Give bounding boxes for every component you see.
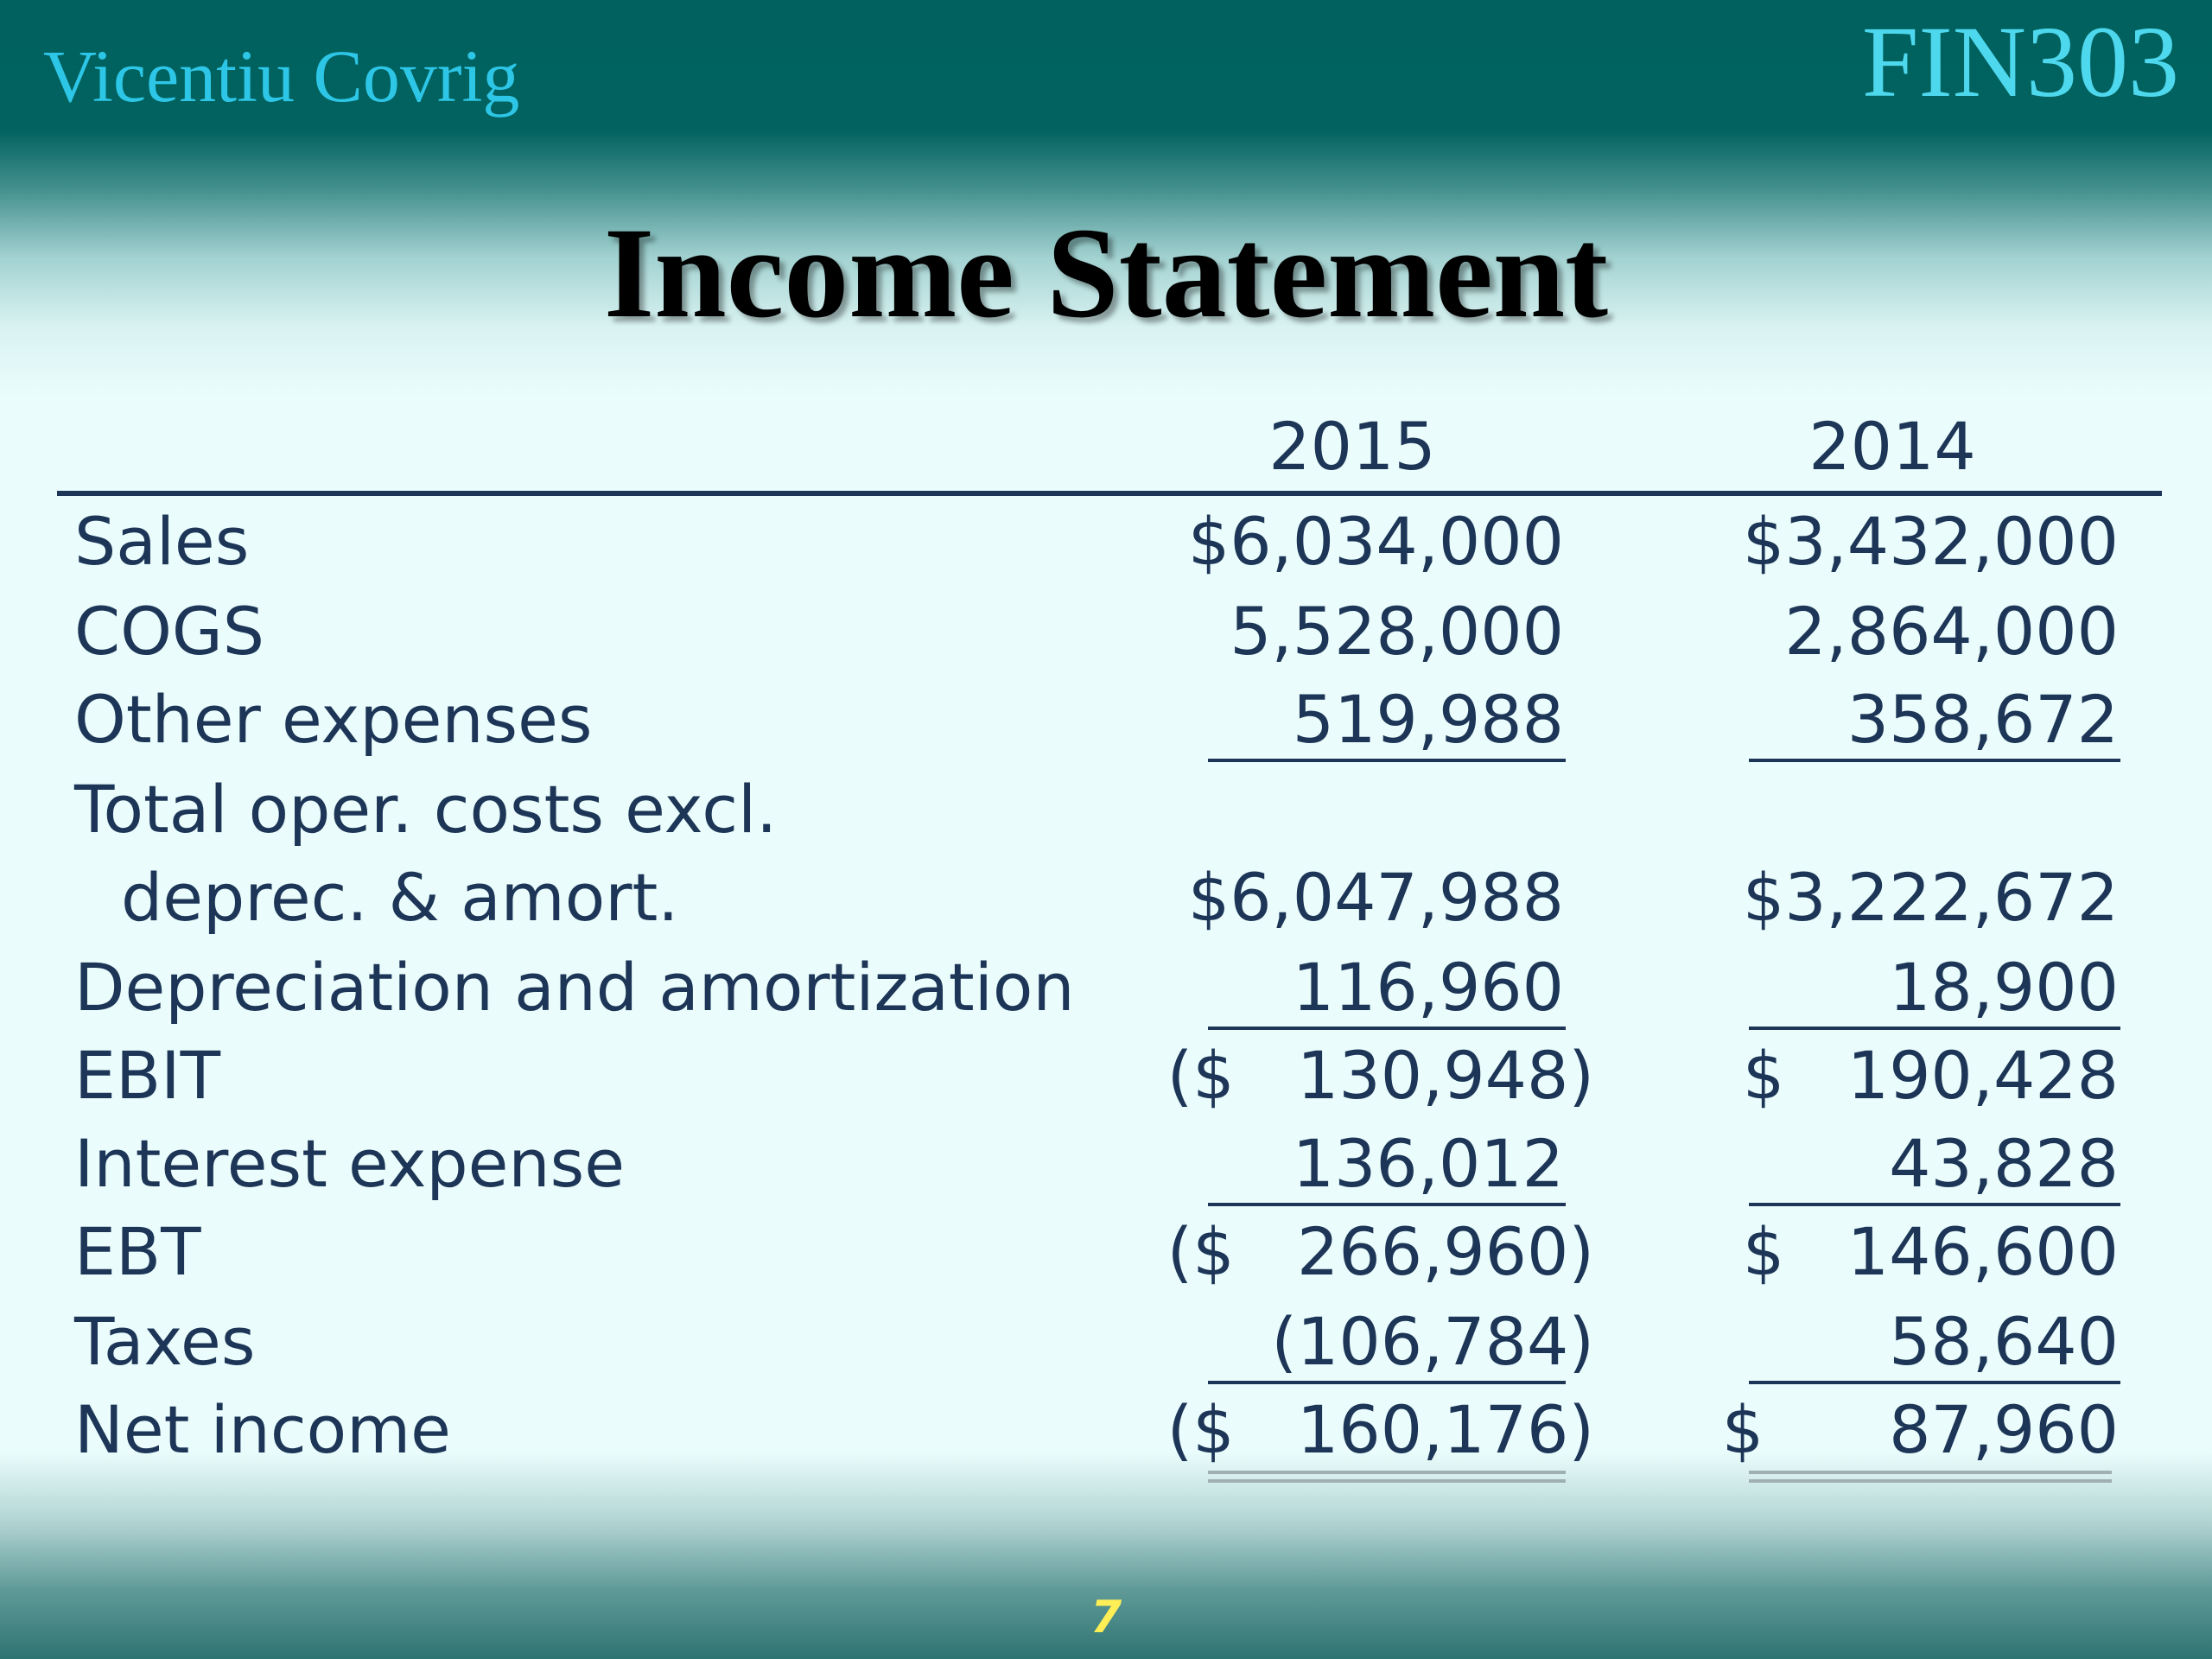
row-label-net-income: Net income [74,1391,451,1468]
value-depreciation-2014: 18,900 [1889,949,2119,1026]
value-cogs-2014: 2,864,000 [1784,593,2119,670]
interest-rule-2014 [1749,1203,2120,1206]
row-label-taxes: Taxes [74,1303,256,1380]
depreciation-rule-2014 [1749,1027,2120,1030]
taxes-rule-2014 [1749,1381,2120,1384]
value-taxes-2014: 58,640 [1889,1303,2119,1380]
row-label-other-expenses: Other expenses [74,681,593,758]
value-ebt-2014: $ 146,600 [1742,1213,2119,1290]
row-label-depreciation: Depreciation and amortization [74,949,1075,1026]
slide-title: Income Statement [603,201,1609,345]
header-rule [57,491,2162,496]
depreciation-rule-2015 [1208,1027,1566,1030]
author-name: Vicentiu Covrig [43,35,520,118]
net-income-double-rule-2015 [1208,1471,1566,1483]
value-sales-2014: $3,432,000 [1742,503,2119,580]
row-label-sales: Sales [74,503,250,580]
value-other-expenses-2015: 519,988 [1292,681,1564,758]
row-label-interest-expense: Interest expense [74,1125,625,1202]
value-interest-expense-2014: 43,828 [1889,1125,2119,1202]
value-ebit-2015: ($ 130,948) [1166,1037,1594,1114]
row-label-total-oper-costs: Total oper. costs excl. [74,771,778,848]
column-header-2015: 2015 [1268,408,1436,485]
row-label-cogs: COGS [74,593,265,670]
page-number: 7 [1090,1592,1122,1643]
value-sales-2015: $6,034,000 [1187,503,1564,580]
value-total-oper-costs-2014: $3,222,672 [1742,859,2119,936]
course-code: FIN303 [1861,5,2179,118]
value-net-income-2015: ($ 160,176) [1166,1391,1594,1468]
net-income-double-rule-2014 [1749,1471,2112,1483]
subtotal-rule-2015 [1208,759,1566,762]
value-interest-expense-2015: 136,012 [1292,1125,1564,1202]
taxes-rule-2015 [1208,1381,1566,1384]
row-label-ebt: EBT [74,1213,201,1290]
value-taxes-2015: (106,784) [1271,1303,1594,1380]
value-total-oper-costs-2015: $6,047,988 [1187,859,1564,936]
column-header-2014: 2014 [1808,408,1976,485]
interest-rule-2015 [1208,1203,1566,1206]
value-depreciation-2015: 116,960 [1292,949,1564,1026]
row-label-ebit: EBIT [74,1037,220,1114]
value-ebit-2014: $ 190,428 [1742,1037,2119,1114]
value-cogs-2015: 5,528,000 [1230,593,1564,670]
subtotal-rule-2014 [1749,759,2120,762]
row-label-deprec-amort: deprec. & amort. [121,859,679,936]
value-ebt-2015: ($ 266,960) [1166,1213,1594,1290]
value-other-expenses-2014: 358,672 [1847,681,2119,758]
value-net-income-2014: $ 87,960 [1721,1391,2119,1468]
